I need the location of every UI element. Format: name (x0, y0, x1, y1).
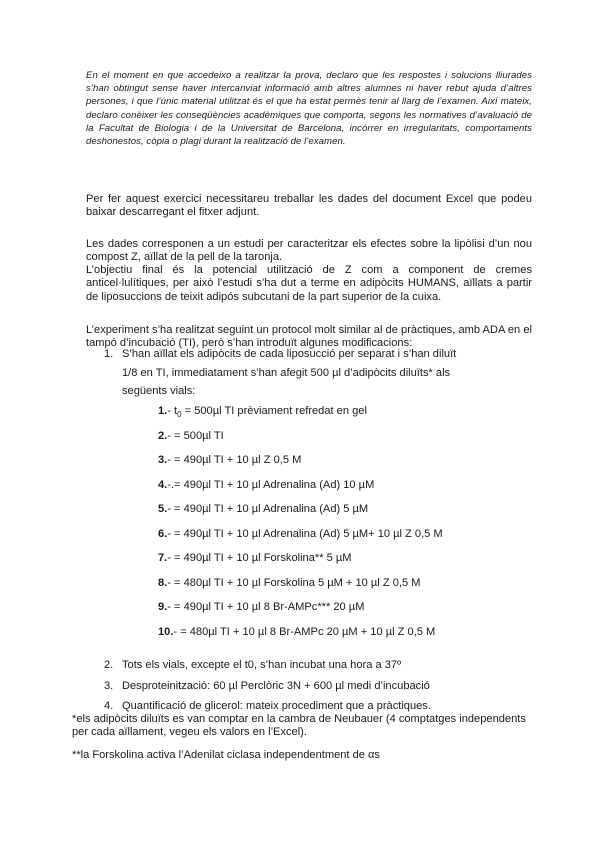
vial-item (158, 479, 374, 492)
integrity-declaration: En el moment en que accedeixo a realitzar la prova, declaro que les respostes i solucions lliurades s’han obtingut sense haver intercanviat informació amb altres alumnes ni haver rebut ajuda d’altres persones, i que l’únic material utilitzat és el que ha estat permès tenir al llarg de l’examen. Així mateix, declaro conèixer les conseqüències acadèmiques que comporta, segons les normatives d’avaluació de la Facultat de Biologia i de la Universitat de Barcelona, incórrer en irregularitats, comportaments deshonestos, còpia o plagi durant la realització de l’examen. (86, 70, 532, 148)
vial-item (158, 454, 301, 467)
step-text: Tots els vials, excepte el t0, s’han incubat una hora a 37º (122, 659, 402, 671)
vial-description: = 500µl TI prèviament refredat en gel (181, 405, 367, 417)
step-number: 3. (104, 680, 114, 692)
intro-paragraph: Per fer aquest exercici necessitareu treballar les dades del document Excel que podeu baixar descarregant el fitxer adjunt. (86, 193, 532, 219)
vial-number: 9. (158, 601, 168, 613)
vial-description: - = 500µl TI (167, 430, 224, 442)
step-text: 1/8 en TI, immediatament s’han afegit 500 µl d’adipòcits diluïts* als (122, 367, 451, 379)
vial-item (158, 503, 368, 516)
vial-number: 6. (158, 528, 168, 540)
step-text: Desproteinització: 60 µl Perclòric 3N + 600 µl medi d’incubació (122, 680, 430, 692)
vial-prefix: - t (167, 405, 178, 417)
vial-number: 4. (158, 479, 168, 491)
vial-description: -.= 490µl TI + 10 µl Adrenalina (Ad) 10 µM (167, 479, 375, 491)
step-1-continuation (122, 385, 195, 398)
vial-description: - = 480µl TI + 10 µl 8 Br-AMPc 20 µM + 10 µl Z 0,5 M (173, 626, 436, 638)
vial-number: 2. (158, 430, 168, 442)
vial-number: 3. (158, 454, 168, 466)
experiment-paragraph: L’experiment s’ha realitzat seguint un protocol molt similar al de pràctiques, amb ADA en el tampó d’incubació (TI), però s’han introduït algunes modificacions: (86, 324, 532, 350)
vial-item (158, 405, 367, 422)
vial-number: 5. (158, 503, 168, 515)
vial-item (158, 577, 420, 590)
footnote-dilution: *els adipòcits diluïts es van comptar en la cambra de Neubauer (4 comptatges independents per cada aïllament, vegeu els valors en l’Excel). (72, 713, 526, 739)
step-text: següents vials: (122, 385, 196, 397)
vial-number: 8. (158, 577, 168, 589)
vial-item (158, 601, 364, 614)
vial-number: 10. (158, 626, 174, 638)
vial-description: - = 480µl TI + 10 µl Forskolina 5 µM + 10 µl Z 0,5 M (167, 577, 421, 589)
vial-number: 7. (158, 552, 168, 564)
step-number: 1. (104, 348, 114, 360)
step-number: 4. (104, 700, 114, 712)
data-description: Les dades corresponen a un estudi per caracteritzar els efectes sobre la lipòlisi d’un nou compost Z, aïllat de la pell de la taronja. (86, 238, 532, 264)
vial-description: - = 490µl TI + 10 µl Adrenalina (Ad) 5 µM+ 10 µl Z 0,5 M (167, 528, 443, 540)
vial-description: - = 490µl TI + 10 µl Adrenalina (Ad) 5 µM (167, 503, 369, 515)
footnote-forskolina: **la Forskolina activa l’Adenilat ciclasa independentment de αs (72, 749, 380, 761)
vial-description: - = 490µl TI + 10 µl 8 Br-AMPc*** 20 µM (167, 601, 365, 613)
step-text: S’han aïllat els adipòcits de cada liposucció per separat i s’han diluït (122, 348, 457, 360)
vial-subscript: 0 (177, 410, 182, 420)
step-text: Quantificació de glicerol: mateix procediment que a pràctiques. (122, 700, 431, 712)
objective-paragraph: L’objectiu final és la potencial utilització de Z com a component de cremes anticel·lulítiques, per això l’estudi s’ha dut a terme en adipòcits HUMANS, aïllats a partir de liposuccions de teixit adipós subcutani de la part superior de la cuixa. (86, 264, 532, 303)
vial-item (158, 528, 443, 541)
vial-item (158, 552, 352, 565)
step-1-continuation (122, 367, 450, 380)
vial-number: 1. (158, 405, 168, 417)
vial-description: - = 490µl TI + 10 µl Forskolina** 5 µM (167, 552, 352, 564)
vial-description: - = 490µl TI + 10 µl Z 0,5 M (167, 454, 302, 466)
step-number: 2. (104, 659, 114, 671)
vial-item (158, 626, 435, 639)
vial-item (158, 430, 224, 443)
